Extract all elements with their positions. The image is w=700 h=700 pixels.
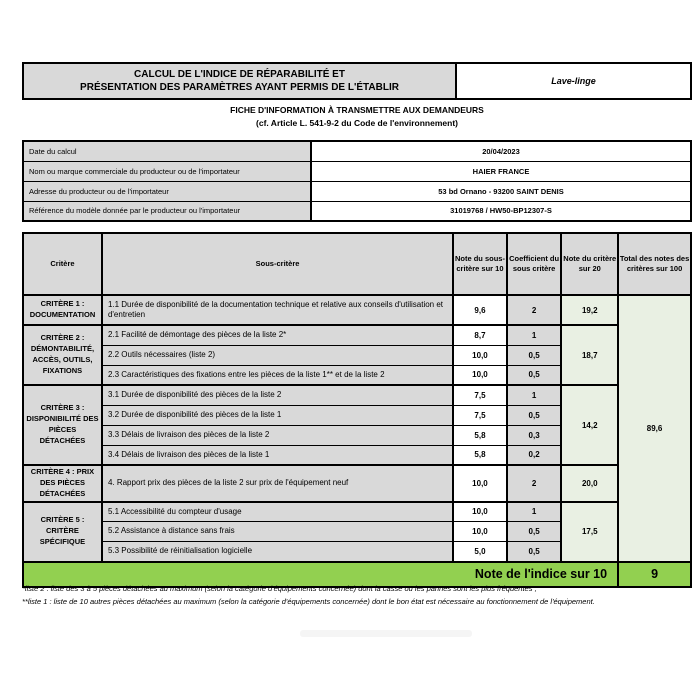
criterion-4-note20: 20,0 <box>561 465 618 502</box>
footnote-liste-2: *liste 2 : liste des 3 à 5 pièces détachées au maximum (selon la catégorie d'équipements concernée) dont la casse ou les pannes sont les plus fréquentes ; <box>22 584 537 593</box>
subcriterion-4-note10: 10,0 <box>453 465 507 502</box>
final-index-row <box>23 562 691 587</box>
producer-info-table <box>22 140 692 222</box>
table-row <box>23 325 691 345</box>
final-index-value: 9 <box>618 562 691 587</box>
product-type-cell <box>457 64 690 98</box>
subcriterion-2-2-note10: 10,0 <box>453 345 507 365</box>
info-value-brand: HAIER FRANCE <box>311 161 691 181</box>
subcriterion-5-1-label: 5.1 Accessibilité du compteur d'usage <box>102 502 453 522</box>
col-header-critere: Critère <box>23 233 102 295</box>
subcriterion-5-1-coeff: 1 <box>507 502 562 522</box>
criterion-1-note20: 19,2 <box>561 295 618 325</box>
criteria-table <box>22 232 692 588</box>
subcriterion-3-1-note10: 7,5 <box>453 385 507 405</box>
info-row-address <box>23 181 691 201</box>
info-value-date: 20/04/2023 <box>311 141 691 161</box>
info-label-date: Date du calcul <box>23 141 311 161</box>
subcriterion-3-4-label: 3.4 Délais de livraison des pièces de la liste 1 <box>102 445 453 465</box>
title-band <box>22 62 692 100</box>
col-header-note10: Note du sous-critère sur 10 <box>453 233 507 295</box>
table-row <box>23 385 691 405</box>
subcriterion-2-1-label: 2.1 Facilité de démontage des pièces de la liste 2* <box>102 325 453 345</box>
col-header-coefficient: Coefficient du sous critère <box>507 233 562 295</box>
subcriterion-5-3-label: 5.3 Possibilité de réinitialisation logicielle <box>102 542 453 562</box>
subcriterion-3-2-label: 3.2 Durée de disponibilité des pièces de la liste 1 <box>102 405 453 425</box>
subcriterion-5-1-note10: 10,0 <box>453 502 507 522</box>
subcriterion-2-3-note10: 10,0 <box>453 365 507 385</box>
criterion-3-cell: CRITÈRE 3 : DISPONIBILITÉ DES PIÈCES DÉTACHÉES <box>23 385 102 465</box>
col-header-note20: Note du critère sur 20 <box>561 233 618 295</box>
info-row-model <box>23 201 691 221</box>
subcriterion-5-2-coeff: 0,5 <box>507 522 562 542</box>
title-line-1: CALCUL DE L'INDICE DE RÉPARABILITÉ ET <box>134 68 345 80</box>
footnote-liste-1: **liste 1 : liste de 10 autres pièces détachées au maximum (selon la catégorie d'équipements concernée) dont le bon état est nécessaire au fonctionnement de l'équipement. <box>22 597 595 606</box>
subcriterion-5-3-note10: 5,0 <box>453 542 507 562</box>
criterion-4-cell: CRITÈRE 4 : PRIX DES PIÈCES DÉTACHÉES <box>23 465 102 502</box>
table-row <box>23 295 691 325</box>
info-value-address: 53 bd Ornano - 93200 SAINT DENIS <box>311 181 691 201</box>
subcriterion-3-3-label: 3.3 Délais de livraison des pièces de la liste 2 <box>102 425 453 445</box>
subcriterion-2-1-note10: 8,7 <box>453 325 507 345</box>
final-index-label: Note de l'indice sur 10 <box>23 562 618 587</box>
subtitle-line-1: FICHE D'INFORMATION À TRANSMETTRE AUX DEMANDEURS <box>230 105 484 115</box>
subcriterion-2-3-coeff: 0,5 <box>507 365 562 385</box>
total-score-cell: 89,6 <box>618 295 691 562</box>
subcriterion-5-3-coeff: 0,5 <box>507 542 562 562</box>
subcriterion-3-3-note10: 5,8 <box>453 425 507 445</box>
table-row <box>23 502 691 522</box>
subcriterion-3-4-coeff: 0,2 <box>507 445 562 465</box>
product-type-label: Lave-linge <box>551 76 596 86</box>
subcriterion-2-1-coeff: 1 <box>507 325 562 345</box>
info-value-model: 31019768 / HW50-BP12307-S <box>311 201 691 221</box>
criterion-5-note20: 17,5 <box>561 502 618 562</box>
subcriterion-2-3-label: 2.3 Caractéristiques des fixations entre les pièces de la liste 1** et de la liste 2 <box>102 365 453 385</box>
document-title <box>24 64 457 98</box>
subcriterion-5-2-label: 5.2 Assistance à distance sans frais <box>102 522 453 542</box>
subcriterion-2-2-coeff: 0,5 <box>507 345 562 365</box>
info-label-model: Référence du modèle donnée par le producteur ou l'importateur <box>23 201 311 221</box>
info-row-brand <box>23 161 691 181</box>
table-header-row <box>23 233 691 295</box>
subcriterion-3-3-coeff: 0,3 <box>507 425 562 445</box>
criterion-3-note20: 14,2 <box>561 385 618 465</box>
subcriterion-3-2-coeff: 0,5 <box>507 405 562 425</box>
table-row <box>23 465 691 502</box>
faint-divider <box>300 630 472 637</box>
criterion-2-note20: 18,7 <box>561 325 618 385</box>
subcriterion-4-coeff: 2 <box>507 465 562 502</box>
col-header-sous-critere: Sous-critère <box>102 233 453 295</box>
subcriterion-5-2-note10: 10,0 <box>453 522 507 542</box>
subcriterion-1-1-note10: 9,6 <box>453 295 507 325</box>
info-label-brand: Nom ou marque commerciale du producteur ou de l'importateur <box>23 161 311 181</box>
info-label-address: Adresse du producteur ou de l'importateur <box>23 181 311 201</box>
title-line-2: PRÉSENTATION DES PARAMÈTRES AYANT PERMIS DE L'ÉTABLIR <box>80 82 399 93</box>
subcriterion-3-1-coeff: 1 <box>507 385 562 405</box>
col-header-total100: Total des notes des critères sur 100 <box>618 233 691 295</box>
info-row-date <box>23 141 691 161</box>
subcriterion-4-label: 4. Rapport prix des pièces de la liste 2 sur prix de l'équipement neuf <box>102 465 453 502</box>
subtitle-line-2: (cf. Article L. 541-9-2 du Code de l'environnement) <box>256 118 458 128</box>
criterion-5-cell: CRITÈRE 5 : CRITÈRE SPÉCIFIQUE <box>23 502 102 562</box>
subcriterion-1-1-label: 1.1 Durée de disponibilité de la documentation technique et relative aux conseils d'utilisation et d'entretien <box>102 295 453 325</box>
subcriterion-2-2-label: 2.2 Outils nécessaires (liste 2) <box>102 345 453 365</box>
criterion-2-cell: CRITÈRE 2 : DÉMONTABILITÉ, ACCÈS, OUTILS, FIXATIONS <box>23 325 102 385</box>
subcriterion-1-1-coeff: 2 <box>507 295 562 325</box>
subcriterion-3-4-note10: 5,8 <box>453 445 507 465</box>
subcriterion-3-2-note10: 7,5 <box>453 405 507 425</box>
criterion-1-cell: CRITÈRE 1 : DOCUMENTATION <box>23 295 102 325</box>
subcriterion-3-1-label: 3.1 Durée de disponibilité des pièces de la liste 2 <box>102 385 453 405</box>
